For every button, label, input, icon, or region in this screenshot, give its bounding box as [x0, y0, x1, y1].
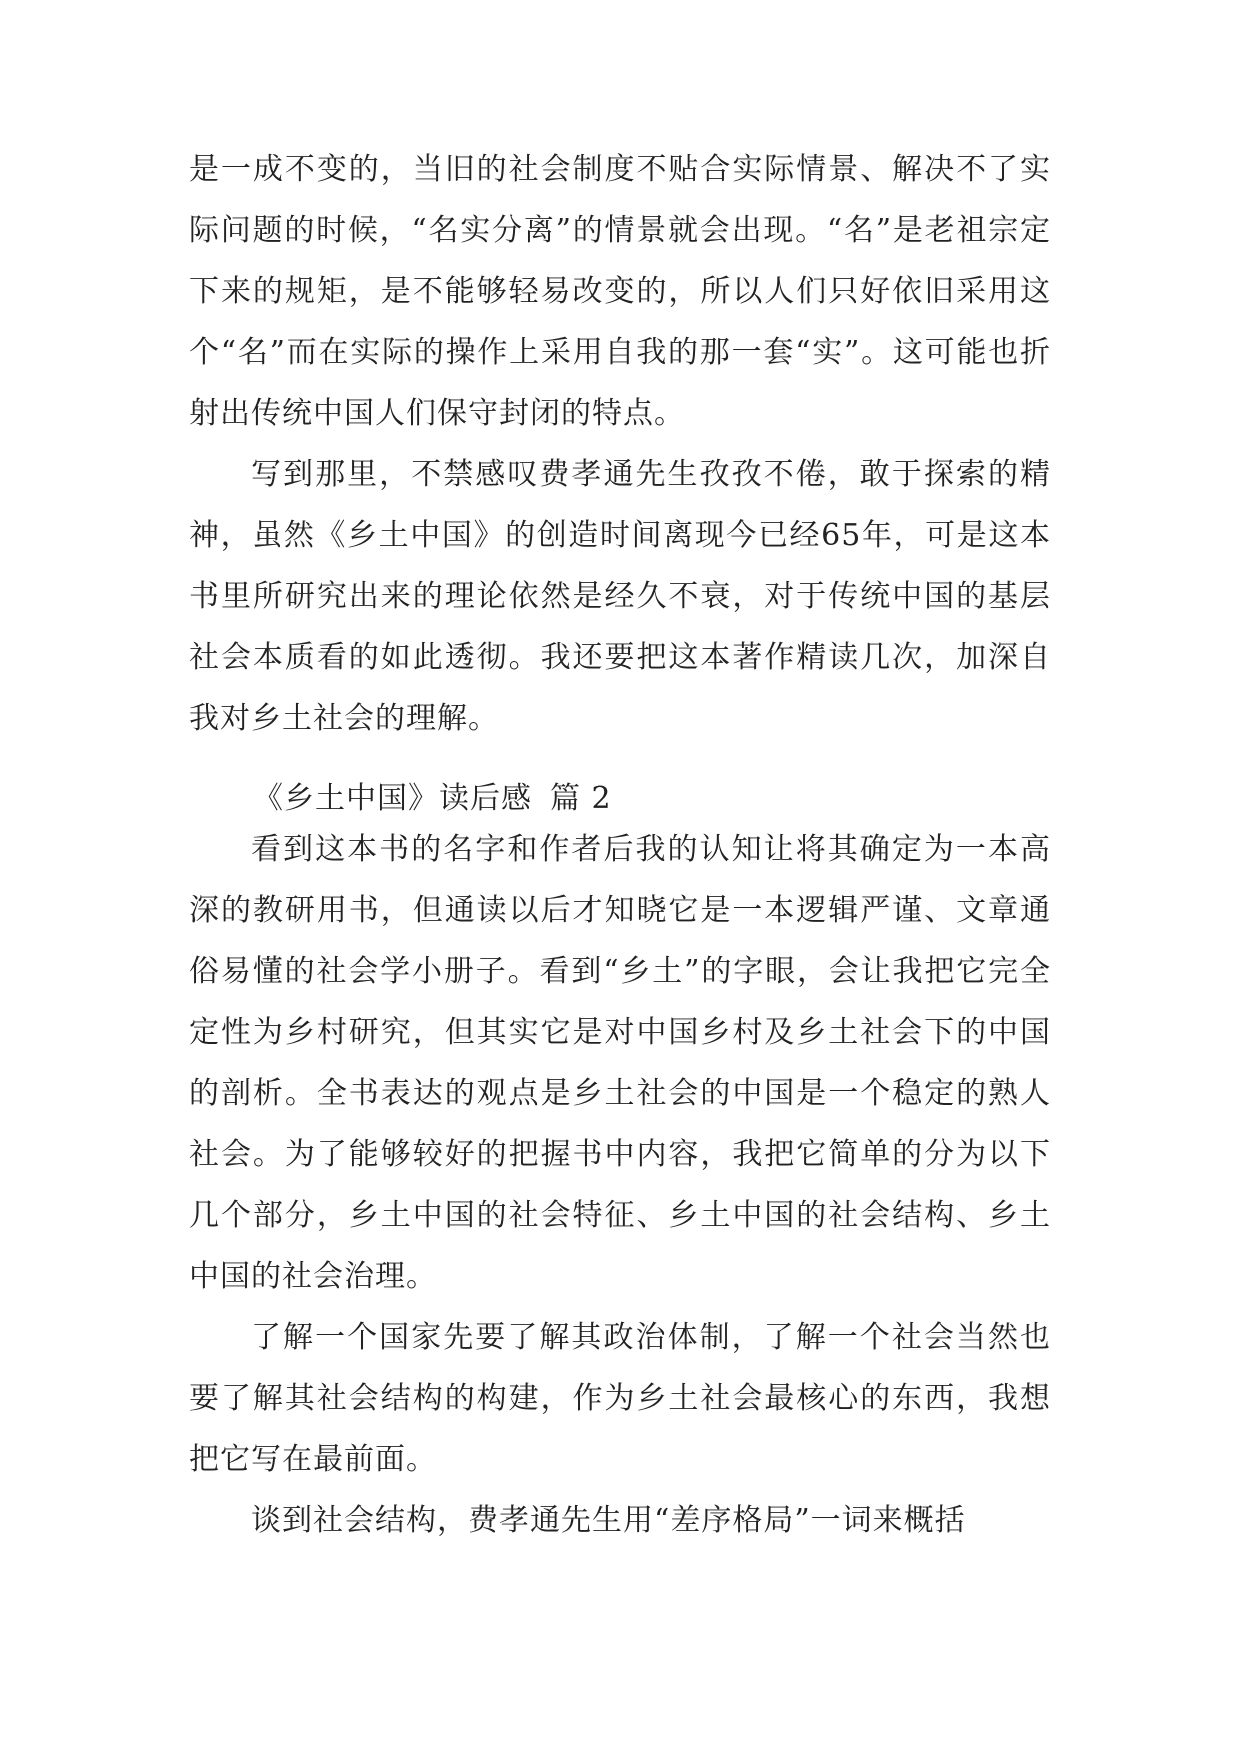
paragraph-3: 看到这本书的名字和作者后我的认知让将其确定为一本高深的教研用书，但通读以后才知晓它是一本逻辑严谨、文章通俗易懂的社会学小册子。看到“乡土”的字眼，会让我把它完全定性为乡村研究，但其实它是对中国乡村及乡土社会下的中国的剖析。全书表达的观点是乡土社会的中国是一个稳定的熟人社会。为了能够较好的把握书中内容，我把它简单的分为以下几个部分，乡土中国的社会特征、乡土中国的社会结构、乡土中国的社会治理。	[189, 832, 1051, 1294]
heading-title: 《乡土中国》读后感	[253, 781, 532, 816]
heading-part: 篇 2	[550, 781, 612, 816]
paragraph-5: 谈到社会结构，费孝通先生用“差序格局”一词来概括	[251, 1503, 966, 1538]
paragraph-1: 是一成不变的，当旧的社会制度不贴合实际情景、解决不了实际问题的时候，“名实分离”的情景就会出现。“名”是老祖宗定下来的规矩，是不能够轻易改变的，所以人们只好依旧采用这个“名”而在实际的操作上采用自我的那一套“实”。这可能也折射出传统中国人们保守封闭的特点。	[189, 152, 1051, 431]
section-heading	[253, 779, 612, 819]
paragraph-4: 了解一个国家先要了解其政治体制，了解一个社会当然也要了解其社会结构的构建，作为乡土社会最核心的东西，我想把它写在最前面。	[189, 1320, 1051, 1477]
section-2-body	[189, 819, 1051, 1551]
paragraph-2: 写到那里，不禁感叹费孝通先生孜孜不倦，敢于探索的精神，虽然《乡土中国》的创造时间离现今已经65年，可是这本书里所研究出来的理论依然是经久不衰，对于传统中国的基层社会本质看的如此透彻。我还要把这本著作精读几次，加深自我对乡土社会的理解。	[189, 457, 1051, 736]
section-1-body	[189, 139, 1051, 749]
